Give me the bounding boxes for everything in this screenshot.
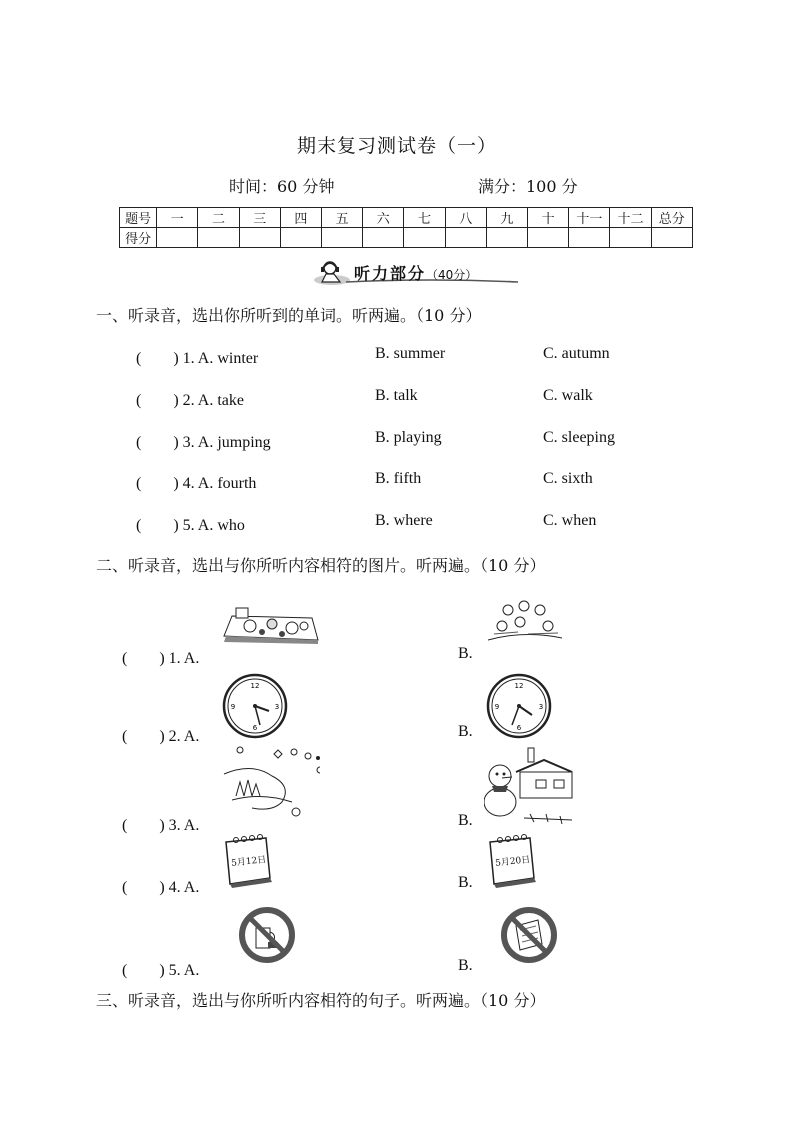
listening-section-banner bbox=[312, 258, 512, 286]
score-row-label: 得分 bbox=[120, 228, 157, 248]
question-4-b: B. fifth bbox=[375, 470, 422, 487]
part3-heading: 三、听录音，选出与你所听内容相符的句子。听两遍。（10 分） bbox=[96, 991, 546, 1010]
score-cell-header: 十二 bbox=[610, 208, 651, 228]
score-cell[interactable] bbox=[528, 228, 569, 248]
svg-text:12: 12 bbox=[250, 682, 260, 690]
score-table-header-row bbox=[120, 208, 693, 228]
clock-icon bbox=[486, 673, 552, 739]
spring-garden-scene-icon bbox=[222, 746, 320, 818]
question-5-a: ( ) 5. A. who bbox=[136, 517, 245, 534]
question-3-b: B. playing bbox=[375, 429, 442, 446]
picture-question-1-b: B. bbox=[458, 645, 473, 662]
score-cell[interactable] bbox=[239, 228, 280, 248]
picture-question-5-b: B. bbox=[458, 957, 473, 974]
calendar-icon bbox=[486, 832, 538, 888]
score-table bbox=[119, 207, 693, 248]
question-1-a: ( ) 1. A. winter bbox=[136, 350, 259, 367]
score-cell-header: 九 bbox=[486, 208, 527, 228]
clock-icon bbox=[222, 673, 288, 739]
svg-text:3: 3 bbox=[274, 703, 280, 711]
score-cell-header: 一 bbox=[157, 208, 198, 228]
score-cell-header: 五 bbox=[322, 208, 363, 228]
score-table-score-row bbox=[120, 228, 693, 248]
svg-text:3: 3 bbox=[538, 703, 544, 711]
time-limit: 时间：60 分钟 bbox=[229, 177, 335, 196]
svg-text:6: 6 bbox=[252, 724, 258, 732]
picture-question-2-b: B. bbox=[458, 723, 473, 740]
question-4-a: ( ) 4. A. fourth bbox=[136, 475, 257, 492]
svg-text:9: 9 bbox=[494, 703, 500, 711]
score-cell[interactable] bbox=[569, 228, 610, 248]
picture-question-1-a: ( ) 1. A. bbox=[122, 650, 200, 667]
question-5-c: C. when bbox=[543, 512, 597, 529]
picture-question-4-a: ( ) 4. A. bbox=[122, 879, 200, 896]
no-littering-sign-icon bbox=[500, 906, 558, 964]
picture-question-3-b: B. bbox=[458, 812, 473, 829]
score-cell[interactable] bbox=[445, 228, 486, 248]
score-cell-header: 总分 bbox=[651, 208, 692, 228]
question-5-b: B. where bbox=[375, 512, 433, 529]
picnic-scene-icon bbox=[222, 606, 320, 646]
picture-question-3-a: ( ) 3. A. bbox=[122, 817, 200, 834]
score-cell-header: 三 bbox=[239, 208, 280, 228]
calendar-date-label: 5月20日 bbox=[494, 855, 531, 869]
snowman-winter-scene-icon bbox=[484, 744, 574, 828]
part2-heading: 二、听录音，选出与你所听内容相符的图片。听两遍。（10 分） bbox=[96, 556, 546, 575]
svg-text:12: 12 bbox=[514, 682, 524, 690]
picture-question-5-a: ( ) 5. A. bbox=[122, 962, 200, 979]
question-4-c: C. sixth bbox=[543, 470, 593, 487]
blossom-tree-scene-icon bbox=[488, 600, 562, 644]
question-3-c: C. sleeping bbox=[543, 429, 615, 446]
svg-text:6: 6 bbox=[516, 724, 522, 732]
score-cell[interactable] bbox=[610, 228, 651, 248]
listening-section-points: （40分） bbox=[426, 268, 478, 282]
question-2-a: ( ) 2. A. take bbox=[136, 392, 244, 409]
score-cell[interactable] bbox=[198, 228, 239, 248]
part1-heading: 一、听录音，选出你所听到的单词。听两遍。（10 分） bbox=[96, 306, 482, 325]
score-cell[interactable] bbox=[322, 228, 363, 248]
score-cell-header: 七 bbox=[404, 208, 445, 228]
full-score: 满分：100 分 bbox=[478, 177, 578, 196]
picture-question-4-b: B. bbox=[458, 874, 473, 891]
question-2-b: B. talk bbox=[375, 387, 418, 404]
calendar-icon bbox=[222, 832, 274, 888]
listening-section-title: 听力部分 bbox=[354, 264, 427, 283]
score-cell[interactable] bbox=[404, 228, 445, 248]
score-cell-header: 四 bbox=[280, 208, 321, 228]
score-cell[interactable] bbox=[651, 228, 692, 248]
svg-text:9: 9 bbox=[230, 703, 236, 711]
score-cell-header: 二 bbox=[198, 208, 239, 228]
question-3-a: ( ) 3. A. jumping bbox=[136, 434, 271, 451]
score-cell-header: 六 bbox=[363, 208, 404, 228]
question-1-b: B. summer bbox=[375, 345, 446, 362]
score-cell[interactable] bbox=[157, 228, 198, 248]
score-cell-header: 十 bbox=[528, 208, 569, 228]
score-cell-header: 题号 bbox=[120, 208, 157, 228]
calendar-date-label: 5月12日 bbox=[230, 855, 267, 869]
score-cell[interactable] bbox=[363, 228, 404, 248]
question-1-c: C. autumn bbox=[543, 345, 610, 362]
score-cell-header: 十一 bbox=[569, 208, 610, 228]
score-cell-header: 八 bbox=[445, 208, 486, 228]
page-title: 期末复习测试卷（一） bbox=[296, 135, 497, 157]
picture-question-2-a: ( ) 2. A. bbox=[122, 728, 200, 745]
score-cell[interactable] bbox=[280, 228, 321, 248]
no-drinking-sign-icon bbox=[238, 906, 296, 964]
question-2-c: C. walk bbox=[543, 387, 593, 404]
score-cell[interactable] bbox=[486, 228, 527, 248]
